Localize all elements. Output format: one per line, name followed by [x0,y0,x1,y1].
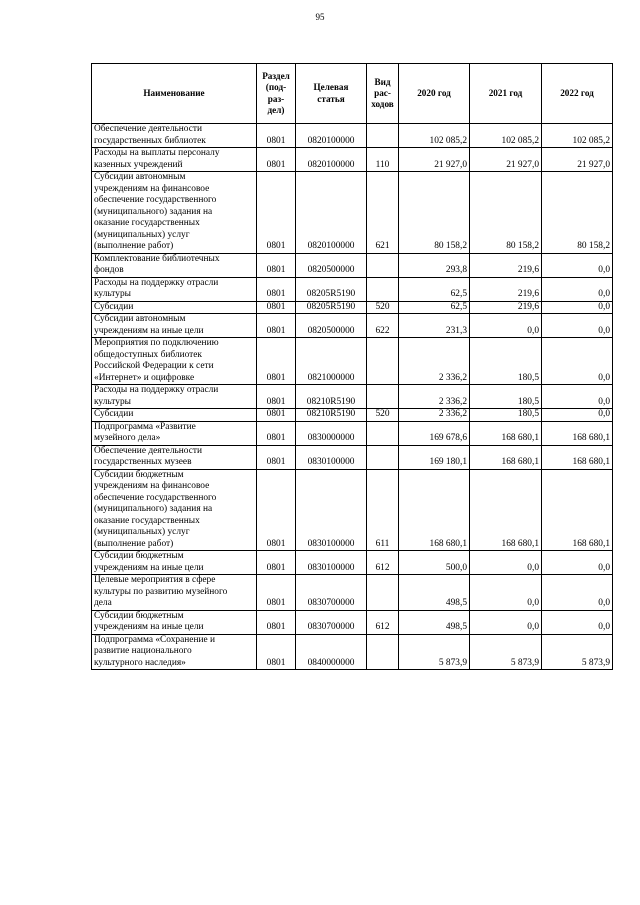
header-2020: 2020 год [399,64,470,124]
row-value-2020: 21 927,0 [399,148,470,172]
row-value-2022: 102 085,2 [542,124,613,148]
row-value-2020: 2 336,2 [399,338,470,385]
row-target: 0821000000 [296,338,367,385]
row-target: 0820500000 [296,314,367,338]
row-value-2021: 168 680,1 [470,421,542,445]
row-expense-type [367,124,399,148]
row-name: Мероприятия по подключению общедоступных библиотек Российской Федерации к сети «Интернет» и оцифровке [92,338,257,385]
row-value-2021: 180,5 [470,338,542,385]
row-expense-type: 622 [367,314,399,338]
row-value-2020: 168 680,1 [399,469,470,551]
row-value-2021: 219,6 [470,253,542,277]
row-value-2022: 5 873,9 [542,634,613,670]
row-value-2021: 168 680,1 [470,469,542,551]
header-name: Наименование [92,64,257,124]
header-2022: 2022 год [542,64,613,124]
row-section: 0801 [257,409,296,422]
row-section: 0801 [257,172,296,254]
page-number: 95 [315,12,325,22]
row-expense-type: 611 [367,469,399,551]
row-value-2022: 0,0 [542,610,613,634]
table-row [92,575,613,611]
row-expense-type [367,445,399,469]
row-value-2022: 0,0 [542,301,613,314]
row-value-2020: 102 085,2 [399,124,470,148]
row-target: 0830700000 [296,575,367,611]
row-value-2022: 80 158,2 [542,172,613,254]
row-expense-type [367,385,399,409]
row-target: 08210R5190 [296,385,367,409]
row-expense-type [367,575,399,611]
row-value-2021: 80 158,2 [470,172,542,254]
row-value-2020: 169 678,6 [399,421,470,445]
row-expense-type [367,634,399,670]
table-row [92,409,613,422]
row-name: Субсидии [92,409,257,422]
budget-table [91,63,613,670]
row-name: Комплектование библиотечных фондов [92,253,257,277]
row-section: 0801 [257,575,296,611]
row-value-2021: 0,0 [470,575,542,611]
row-value-2021: 180,5 [470,385,542,409]
row-target: 08205R5190 [296,301,367,314]
row-target: 0830100000 [296,445,367,469]
row-expense-type [367,421,399,445]
row-value-2020: 5 873,9 [399,634,470,670]
row-expense-type: 621 [367,172,399,254]
row-value-2022: 168 680,1 [542,421,613,445]
table-row [92,277,613,301]
row-section: 0801 [257,301,296,314]
table-row [92,301,613,314]
row-value-2020: 62,5 [399,301,470,314]
table-row [92,172,613,254]
row-value-2022: 0,0 [542,575,613,611]
row-target: 08210R5190 [296,409,367,422]
row-section: 0801 [257,124,296,148]
row-value-2020: 293,8 [399,253,470,277]
row-expense-type: 520 [367,301,399,314]
row-expense-type [367,253,399,277]
table-row [92,634,613,670]
row-target: 0830100000 [296,469,367,551]
row-target: 0820100000 [296,172,367,254]
row-name: Обеспечение деятельности государственных библиотек [92,124,257,148]
row-value-2021: 180,5 [470,409,542,422]
row-section: 0801 [257,610,296,634]
row-expense-type: 612 [367,551,399,575]
row-expense-type: 520 [367,409,399,422]
row-value-2020: 2 336,2 [399,385,470,409]
row-value-2022: 0,0 [542,409,613,422]
row-expense-type [367,277,399,301]
row-name: Расходы на выплаты персоналу казенных учреждений [92,148,257,172]
row-value-2022: 0,0 [542,314,613,338]
table-row [92,148,613,172]
row-value-2022: 0,0 [542,277,613,301]
row-value-2022: 0,0 [542,385,613,409]
header-2021: 2021 год [470,64,542,124]
table-row [92,314,613,338]
row-value-2022: 168 680,1 [542,445,613,469]
row-value-2022: 21 927,0 [542,148,613,172]
header-target: Целевая статья [296,64,367,124]
row-target: 08205R5190 [296,277,367,301]
row-target: 0840000000 [296,634,367,670]
row-name: Субсидии бюджетным учреждениям на иные цели [92,610,257,634]
row-section: 0801 [257,253,296,277]
row-value-2021: 219,6 [470,301,542,314]
row-value-2022: 0,0 [542,338,613,385]
row-value-2020: 2 336,2 [399,409,470,422]
row-value-2022: 168 680,1 [542,469,613,551]
row-value-2020: 231,3 [399,314,470,338]
row-target: 0830100000 [296,551,367,575]
row-value-2022: 0,0 [542,551,613,575]
row-section: 0801 [257,277,296,301]
row-value-2020: 80 158,2 [399,172,470,254]
row-value-2020: 498,5 [399,610,470,634]
row-target: 0820100000 [296,124,367,148]
row-value-2021: 0,0 [470,314,542,338]
row-expense-type: 110 [367,148,399,172]
row-value-2020: 169 180,1 [399,445,470,469]
table-row [92,445,613,469]
table-header-row [92,64,613,124]
table-row [92,338,613,385]
row-section: 0801 [257,421,296,445]
row-name: Подпрограмма «Развитие музейного дела» [92,421,257,445]
row-value-2021: 5 873,9 [470,634,542,670]
row-value-2021: 0,0 [470,551,542,575]
row-target: 0820100000 [296,148,367,172]
row-name: Субсидии автономным учреждениям на финансовое обеспечение государственного (муниципального) задания на оказание государственных (муниципальных) услуг (выполнение работ) [92,172,257,254]
row-section: 0801 [257,385,296,409]
row-name: Субсидии бюджетным учреждениям на финансовое обеспечение государственного (муниципального) задания на оказание государственных (муниципальных) услуг (выполнение работ) [92,469,257,551]
header-expense-type: Вид рас- ходов [367,64,399,124]
row-name: Расходы на поддержку отрасли культуры [92,385,257,409]
row-value-2020: 500,0 [399,551,470,575]
row-value-2021: 102 085,2 [470,124,542,148]
row-name: Целевые мероприятия в сфере культуры по развитию музейного дела [92,575,257,611]
row-section: 0801 [257,314,296,338]
row-section: 0801 [257,148,296,172]
table-body [92,124,613,670]
row-target: 0830000000 [296,421,367,445]
row-section: 0801 [257,634,296,670]
table-row [92,253,613,277]
row-value-2021: 21 927,0 [470,148,542,172]
table-row [92,385,613,409]
row-expense-type: 612 [367,610,399,634]
row-name: Субсидии [92,301,257,314]
row-expense-type [367,338,399,385]
table-row [92,551,613,575]
row-name: Субсидии автономным учреждениям на иные цели [92,314,257,338]
row-section: 0801 [257,338,296,385]
row-section: 0801 [257,445,296,469]
row-name: Субсидии бюджетным учреждениям на иные цели [92,551,257,575]
row-section: 0801 [257,551,296,575]
table-row [92,421,613,445]
table-row [92,610,613,634]
row-name: Подпрограмма «Сохранение и развитие национального культурного наследия» [92,634,257,670]
row-target: 0830700000 [296,610,367,634]
table-row [92,469,613,551]
row-section: 0801 [257,469,296,551]
row-value-2020: 62,5 [399,277,470,301]
row-value-2020: 498,5 [399,575,470,611]
header-section: Раздел (под- раз- дел) [257,64,296,124]
row-value-2021: 219,6 [470,277,542,301]
row-value-2022: 0,0 [542,253,613,277]
row-value-2021: 168 680,1 [470,445,542,469]
row-name: Обеспечение деятельности государственных музеев [92,445,257,469]
row-value-2021: 0,0 [470,610,542,634]
row-name: Расходы на поддержку отрасли культуры [92,277,257,301]
table-row [92,124,613,148]
row-target: 0820500000 [296,253,367,277]
